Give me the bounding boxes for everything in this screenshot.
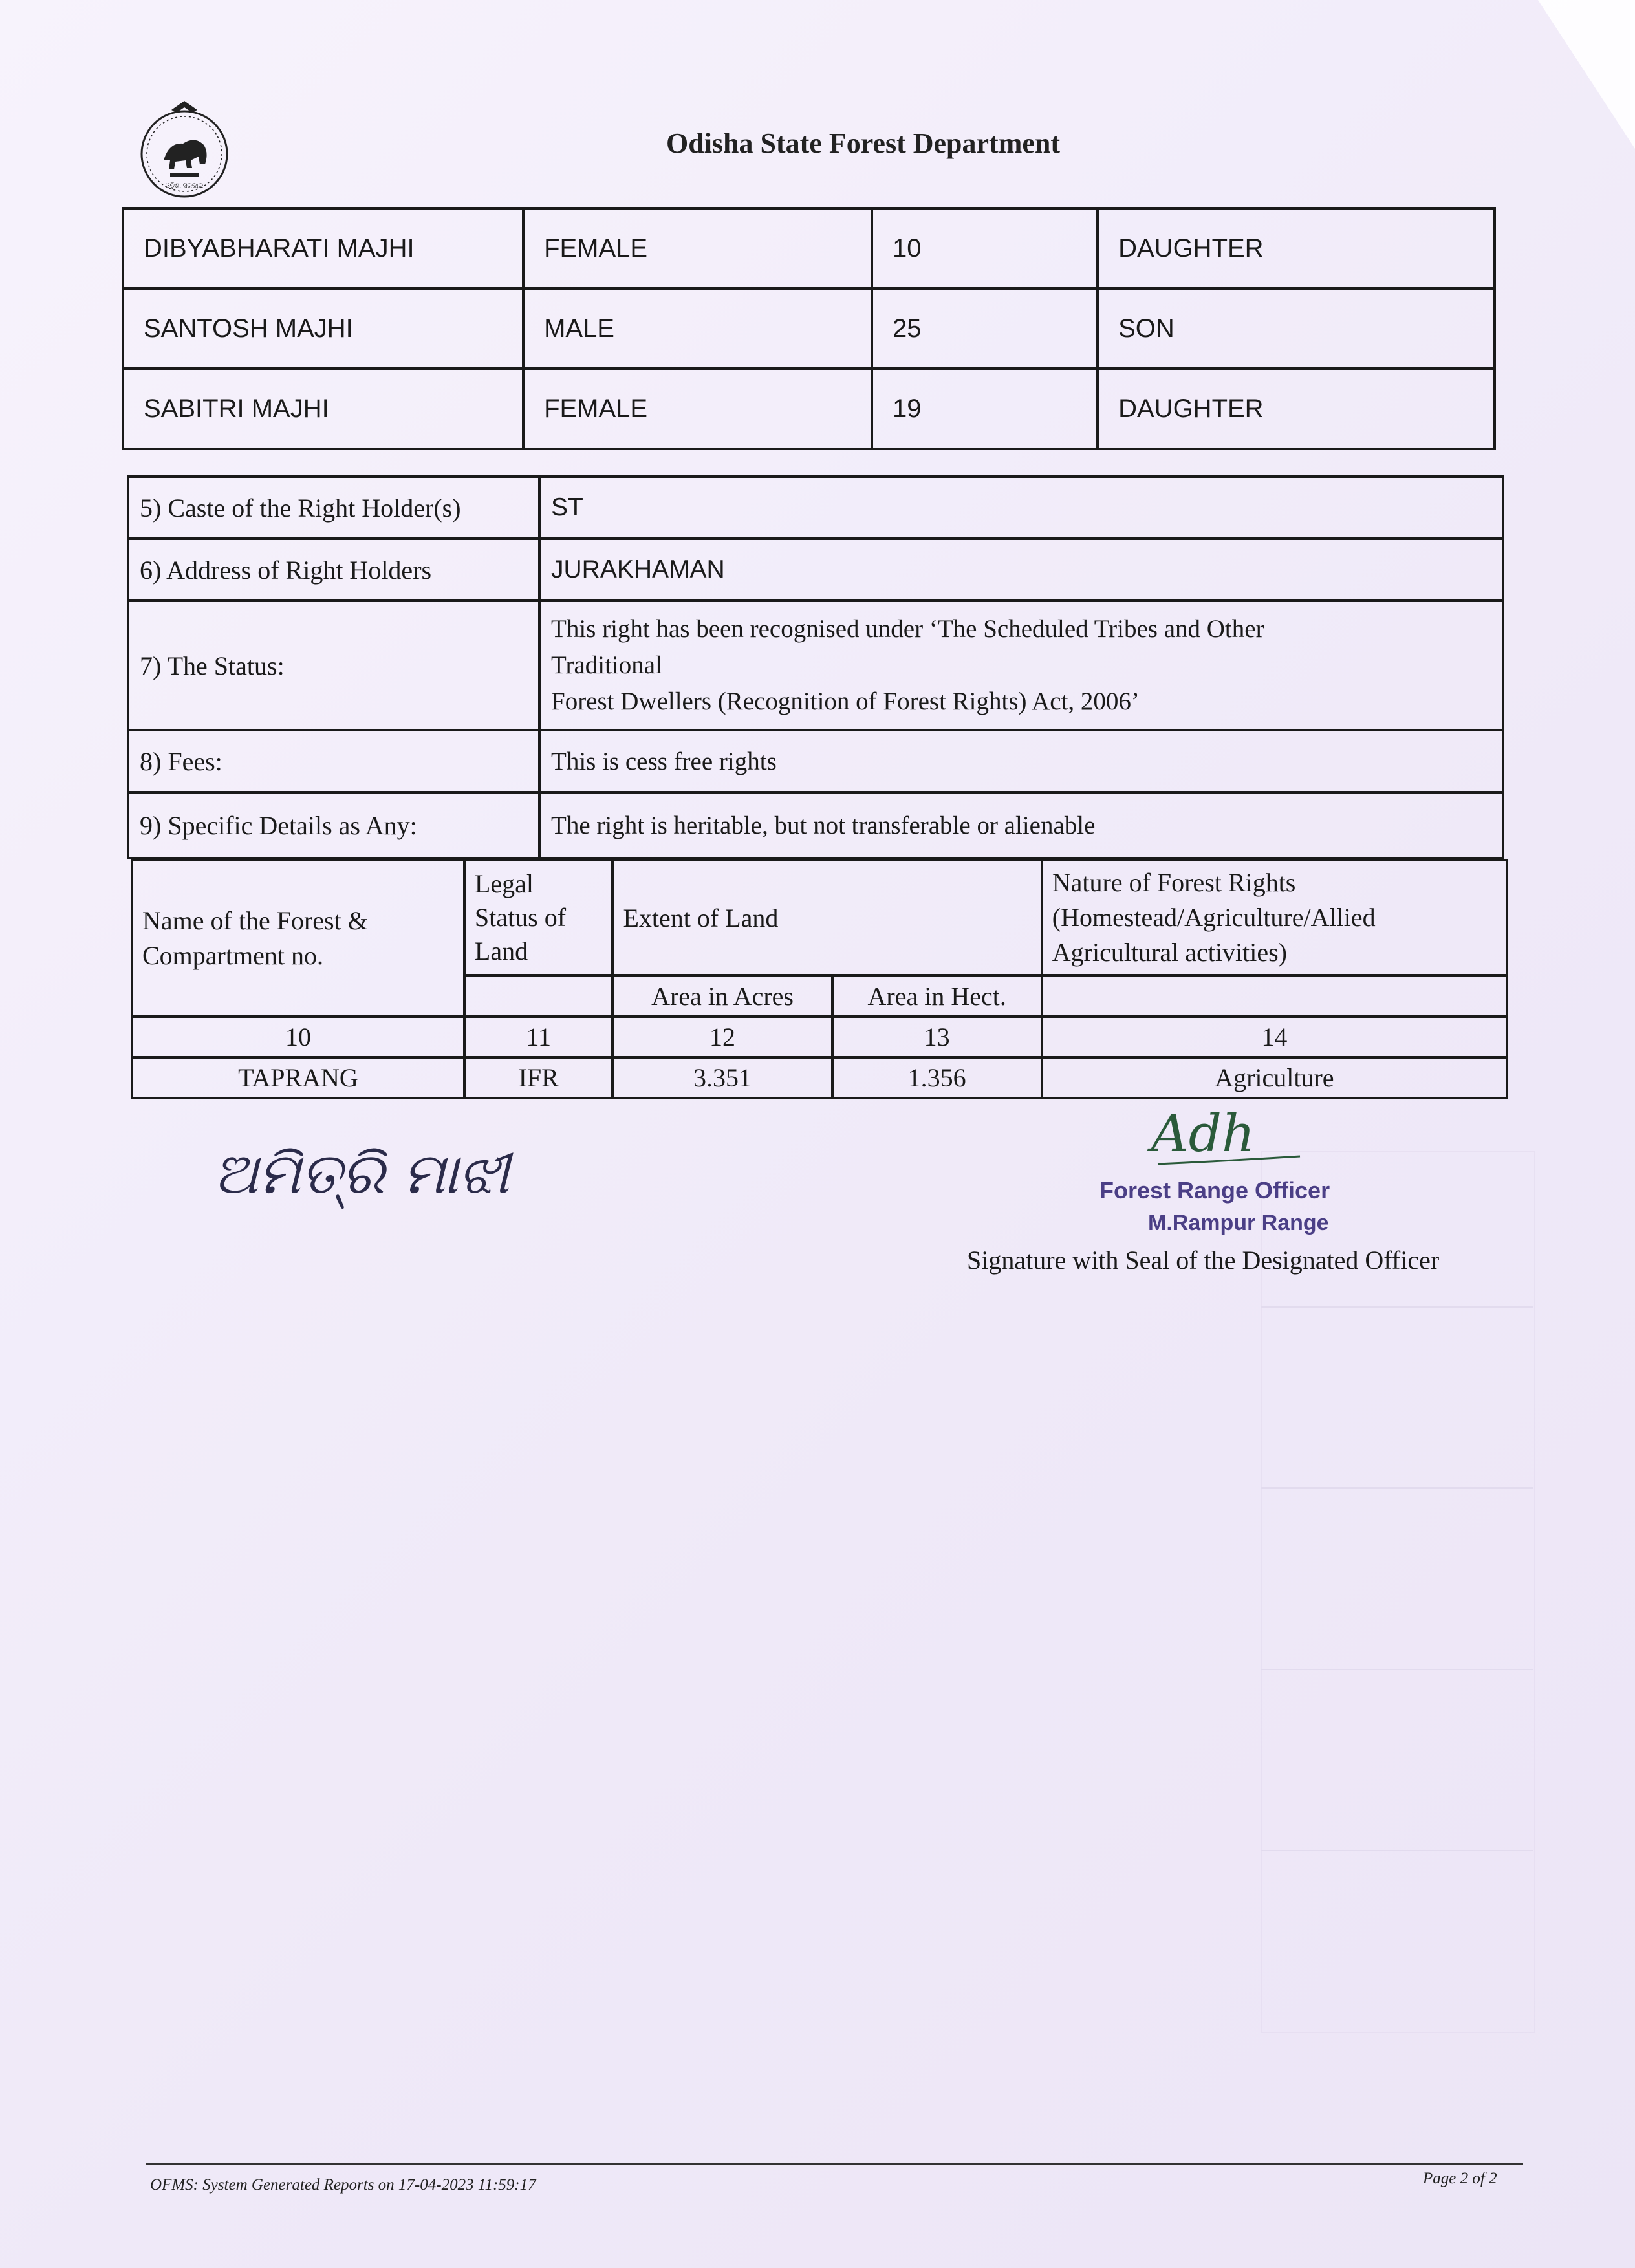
specific-label: 9) Specific Details as Any: xyxy=(128,792,539,858)
odisha-emblem-icon xyxy=(133,97,236,200)
col-extent: Extent of Land xyxy=(612,860,1041,975)
caste-value: ST xyxy=(539,477,1503,539)
table-row xyxy=(123,369,1495,449)
member-gender: FEMALE xyxy=(523,208,872,288)
fees-label: 8) Fees: xyxy=(128,730,539,792)
num-forest-name: 10 xyxy=(132,1017,464,1057)
member-name: DIBYABHARATI MAJHI xyxy=(123,208,523,288)
col-legal-line: Land xyxy=(474,936,528,966)
member-age: 10 xyxy=(872,208,1098,288)
col-legal-line: Status of xyxy=(474,903,567,932)
ghost-line xyxy=(1261,1306,1533,1308)
member-name: SANTOSH MAJHI xyxy=(123,288,523,369)
member-relation: DAUGHTER xyxy=(1098,208,1495,288)
folded-corner xyxy=(1538,0,1635,149)
fees-value: This is cess free rights xyxy=(539,730,1503,792)
num-hect: 13 xyxy=(832,1017,1042,1057)
address-value: JURAKHAMAN xyxy=(539,539,1503,601)
specific-value: The right is heritable, but not transferable or alienable xyxy=(539,792,1503,858)
forest-table xyxy=(131,859,1508,1099)
sub-area-hect: Area in Hect. xyxy=(832,975,1042,1017)
table-row xyxy=(128,539,1503,601)
member-gender: MALE xyxy=(523,288,872,369)
footer-generated-text: OFMS: System Generated Reports on 17-04-2023 11:59:17 xyxy=(150,2176,536,2194)
col-legal-status xyxy=(464,860,613,975)
table-row xyxy=(128,730,1503,792)
status-line: This right has been recognised under ‘The Scheduled Tribes and Other xyxy=(551,615,1264,643)
table-header-row xyxy=(132,860,1507,975)
status-line: Traditional xyxy=(551,651,662,679)
officer-signature-text: Adh xyxy=(1151,1103,1255,1163)
forest-nature: Agriculture xyxy=(1042,1057,1507,1098)
page-title: Odisha State Forest Department xyxy=(666,127,1060,159)
status-value xyxy=(539,601,1503,730)
col-legal-line: Legal xyxy=(474,869,534,898)
col-forest-name: Name of the Forest & Compartment no. xyxy=(132,860,464,1017)
num-nature: 14 xyxy=(1042,1017,1507,1057)
table-row xyxy=(128,601,1503,730)
forest-legal: IFR xyxy=(464,1057,613,1098)
member-relation: DAUGHTER xyxy=(1098,369,1495,449)
caste-label: 5) Caste of the Right Holder(s) xyxy=(128,477,539,539)
col-nature xyxy=(1042,860,1507,975)
member-gender: FEMALE xyxy=(523,369,872,449)
status-line: Forest Dwellers (Recognition of Forest Rights) Act, 2006’ xyxy=(551,687,1140,715)
forest-acres: 3.351 xyxy=(612,1057,832,1098)
designated-officer-caption: Signature with Seal of the Designated Officer xyxy=(967,1246,1440,1275)
table-row xyxy=(128,792,1503,858)
officer-range-stamp: M.Rampur Range xyxy=(1148,1211,1329,1235)
col-nature-line: Agricultural activities) xyxy=(1052,938,1287,967)
bleed-through-ghost-table xyxy=(1261,1151,1535,2033)
col-nature-line: Nature of Forest Rights xyxy=(1052,868,1296,897)
footer-page-number: Page 2 of 2 xyxy=(1423,2170,1497,2187)
forest-name: TAPRANG xyxy=(132,1057,464,1098)
footer-divider xyxy=(146,2163,1523,2165)
forest-hect: 1.356 xyxy=(832,1057,1042,1098)
num-legal: 11 xyxy=(464,1017,613,1057)
members-table xyxy=(122,207,1496,450)
officer-title-stamp: Forest Range Officer xyxy=(1099,1177,1330,1204)
emblem-text: ଓଡ଼ିଶା ସରକାର xyxy=(165,182,204,189)
ghost-line xyxy=(1261,1487,1533,1489)
holder-signature-text: ଅମିତ୍ରି ମାଝୀ xyxy=(213,1140,510,1207)
col-nature-empty xyxy=(1042,975,1507,1017)
table-row xyxy=(132,1057,1507,1098)
status-label: 7) The Status: xyxy=(128,601,539,730)
ghost-line xyxy=(1261,1850,1533,1851)
ghost-line xyxy=(1261,1669,1533,1670)
table-number-row xyxy=(132,1017,1507,1057)
details-table xyxy=(127,475,1504,859)
member-name: SABITRI MAJHI xyxy=(123,369,523,449)
member-relation: SON xyxy=(1098,288,1495,369)
col-legal-empty xyxy=(464,975,613,1017)
sub-area-acres: Area in Acres xyxy=(612,975,832,1017)
holder-signature xyxy=(207,1129,510,1226)
table-row xyxy=(123,208,1495,288)
member-age: 19 xyxy=(872,369,1098,449)
col-nature-line: (Homestead/Agriculture/Allied xyxy=(1052,903,1376,932)
member-age: 25 xyxy=(872,288,1098,369)
num-acres: 12 xyxy=(612,1017,832,1057)
officer-signature xyxy=(1138,1099,1306,1183)
address-label: 6) Address of Right Holders xyxy=(128,539,539,601)
table-row xyxy=(123,288,1495,369)
table-row xyxy=(128,477,1503,539)
